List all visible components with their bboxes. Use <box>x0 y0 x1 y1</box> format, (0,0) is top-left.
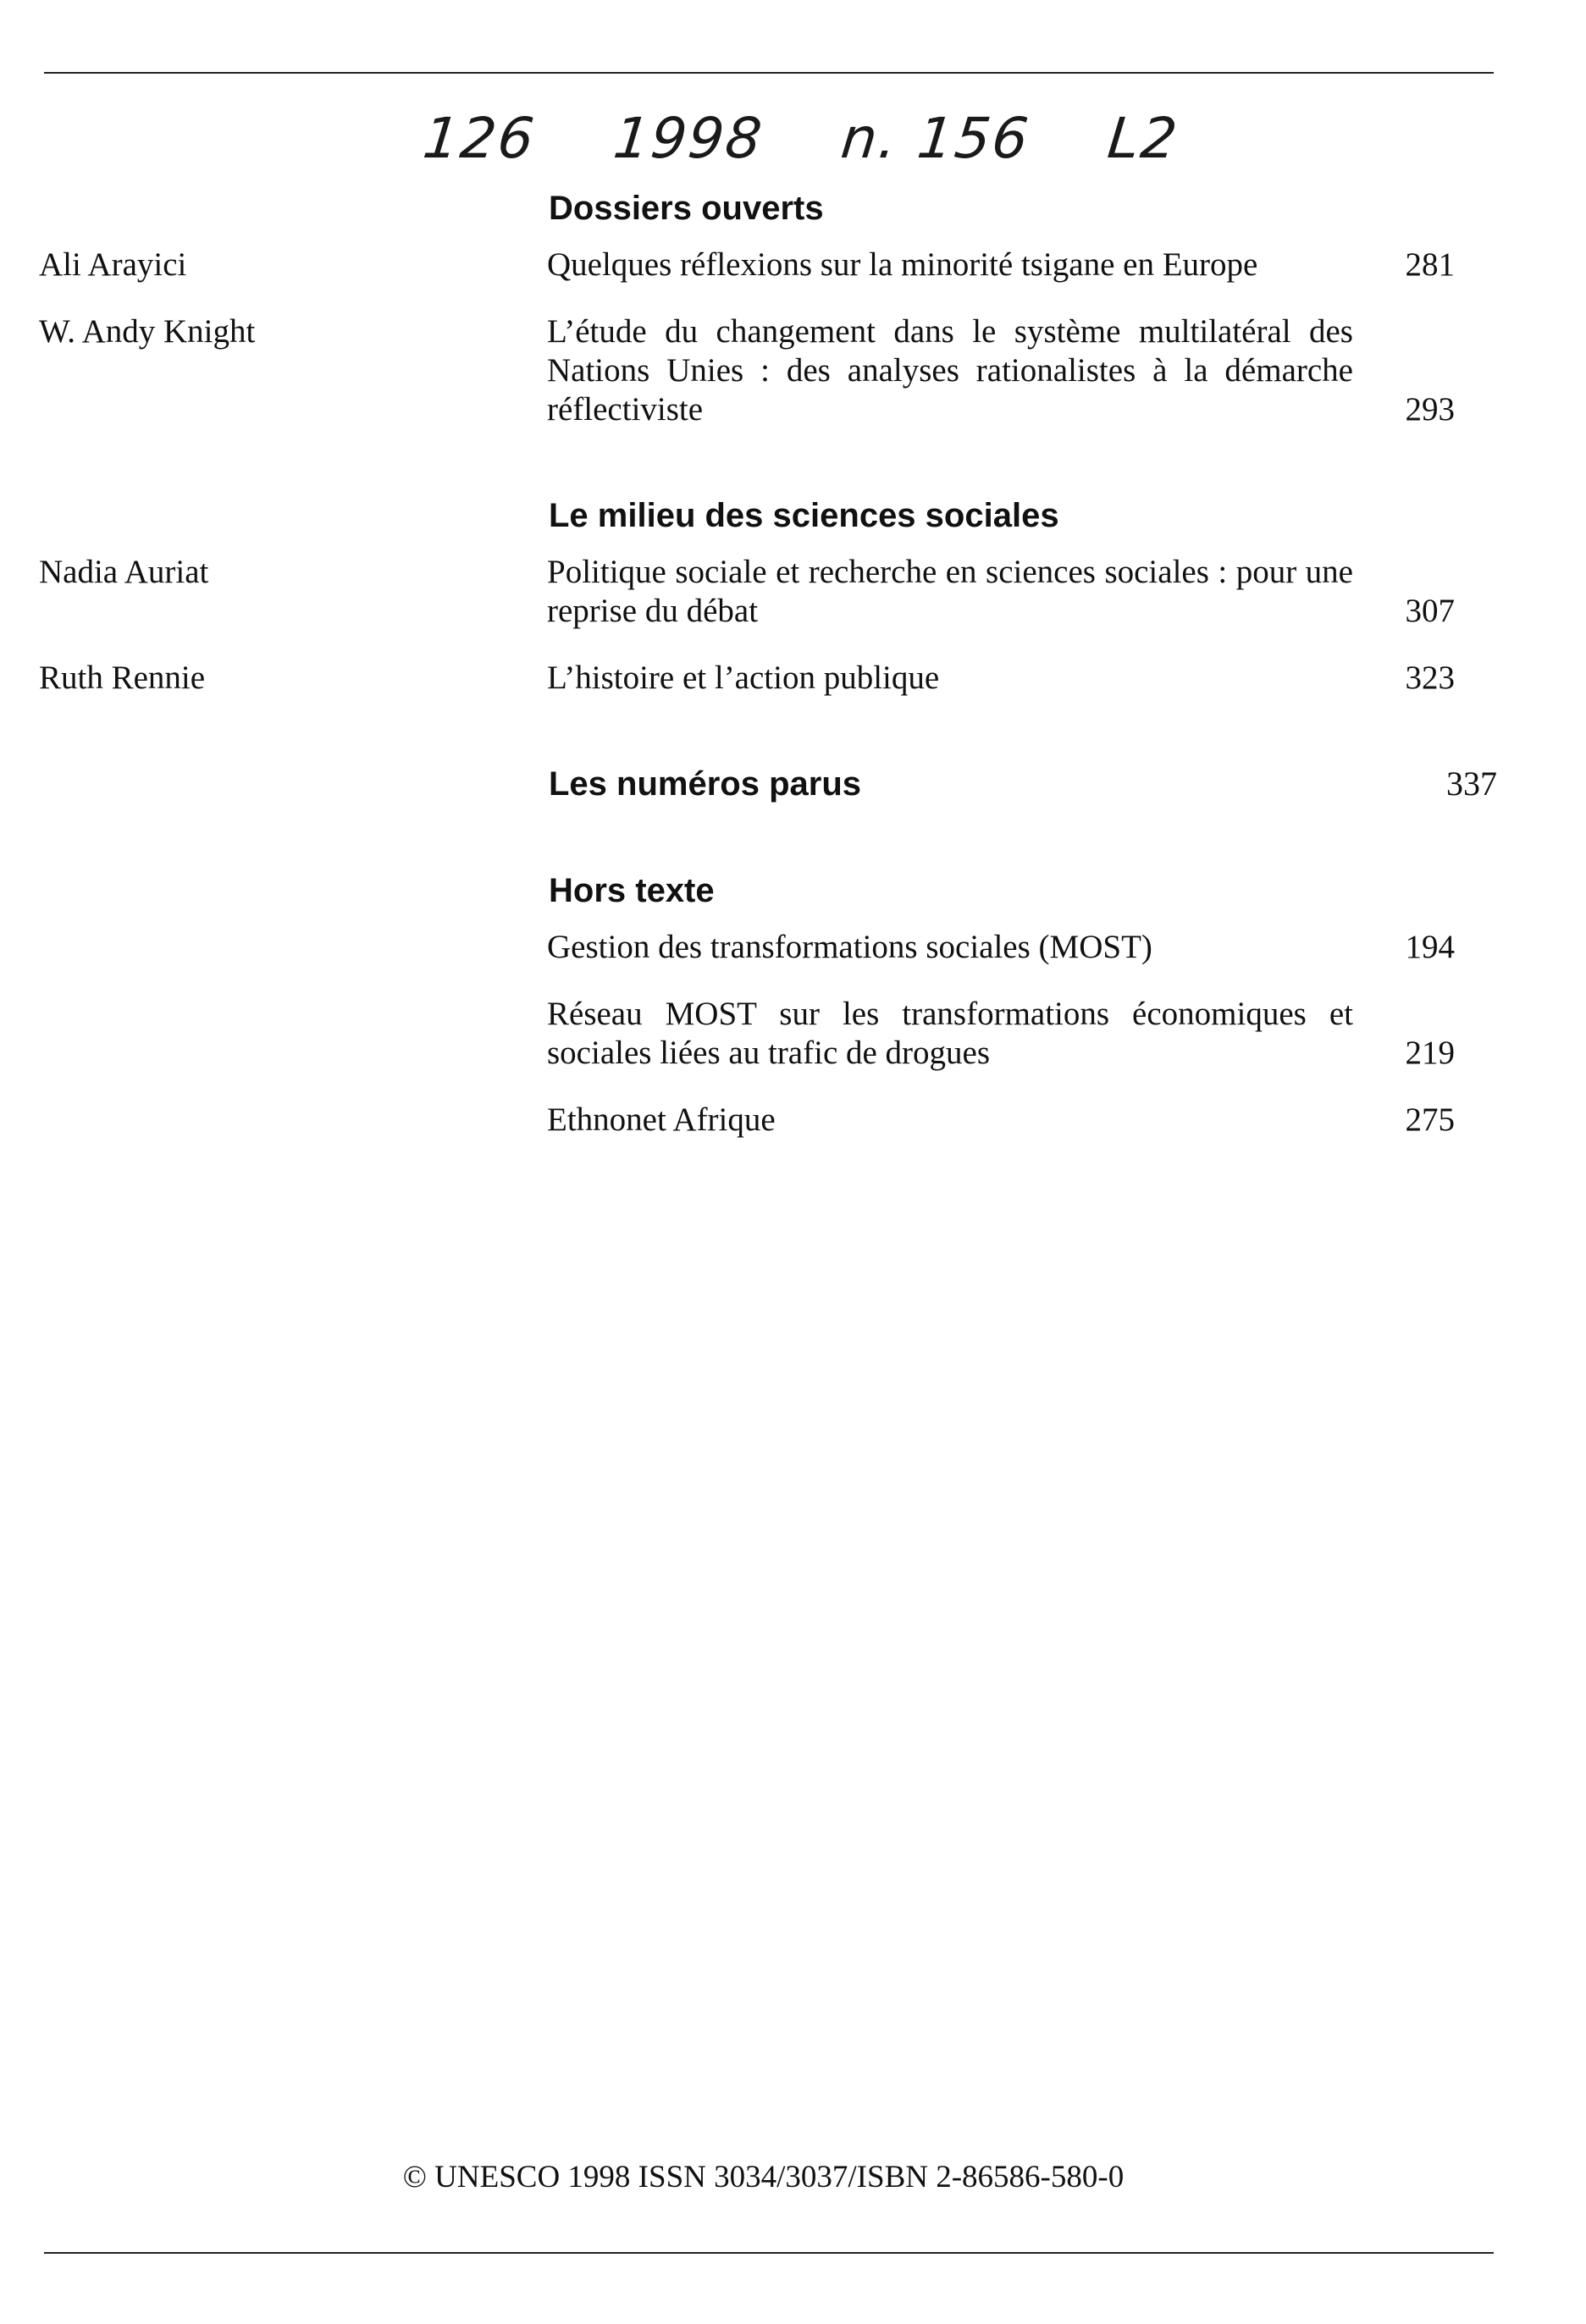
handwritten-note-year: 1998 <box>610 106 766 171</box>
toc-entry <box>0 246 1586 284</box>
section-title: Le milieu des sciences sociales <box>549 497 1059 534</box>
section-page: 337 <box>1446 765 1497 803</box>
copyright-footer: © UNESCO 1998 ISSN 3034/3037/ISBN 2-86586-580-0 <box>402 2160 1125 2194</box>
handwritten-note <box>420 106 1240 171</box>
handwritten-note-volume: 126 <box>419 106 539 171</box>
entry-title: Réseau MOST sur les transformations économiques et sociales liées au trafic de drogues <box>547 996 1353 1071</box>
entry-title: L’étude du changement dans le système multilatéral des Nations Unies : des analyses rationalistes à la démarche réflectiviste <box>547 313 1353 428</box>
entry-author: Ali Arayici <box>39 246 187 283</box>
section-title: Les numéros parus 337 <box>549 765 1497 803</box>
entry-author: W. Andy Knight <box>39 313 256 350</box>
entry-title: Politique sociale et recherche en sciences sociales : pour une reprise du débat <box>547 554 1353 629</box>
toc-entry <box>0 659 1586 698</box>
entry-title: Gestion des transformations sociales (MOST) <box>547 929 1152 965</box>
section-milieu-sciences-sociales <box>0 495 1586 698</box>
section-hors-texte <box>0 870 1586 1140</box>
entry-author: Ruth Rennie <box>39 660 206 696</box>
entry-title: L’histoire et l’action publique <box>547 660 940 696</box>
entry-page: 323 <box>1405 660 1455 696</box>
bottom-rule <box>44 2252 1494 2254</box>
section-numeros-parus <box>0 764 1586 804</box>
section-dossiers-ouverts <box>0 188 1586 429</box>
entry-page: 293 <box>1405 391 1455 428</box>
section-title: Dossiers ouverts <box>549 190 824 227</box>
entry-page: 307 <box>1405 593 1455 629</box>
section-title: Hors texte <box>549 872 715 909</box>
entry-page: 194 <box>1405 929 1455 965</box>
toc-entry <box>0 553 1586 631</box>
toc-entry <box>0 928 1586 967</box>
top-rule <box>44 72 1494 74</box>
entry-page: 219 <box>1405 1035 1455 1071</box>
entry-page: 281 <box>1405 246 1455 283</box>
toc-entry <box>0 312 1586 429</box>
entry-title: Ethnonet Afrique <box>547 1101 776 1138</box>
table-of-contents <box>0 188 1586 1206</box>
entry-title: Quelques réflexions sur la minorité tsigane en Europe <box>547 246 1258 283</box>
handwritten-note-code: L2 <box>1104 106 1182 171</box>
toc-entry <box>0 1101 1586 1140</box>
entry-author: Nadia Auriat <box>39 554 209 590</box>
toc-entry <box>0 995 1586 1073</box>
handwritten-note-number: n. 156 <box>837 106 1033 171</box>
entry-page: 275 <box>1405 1101 1455 1138</box>
